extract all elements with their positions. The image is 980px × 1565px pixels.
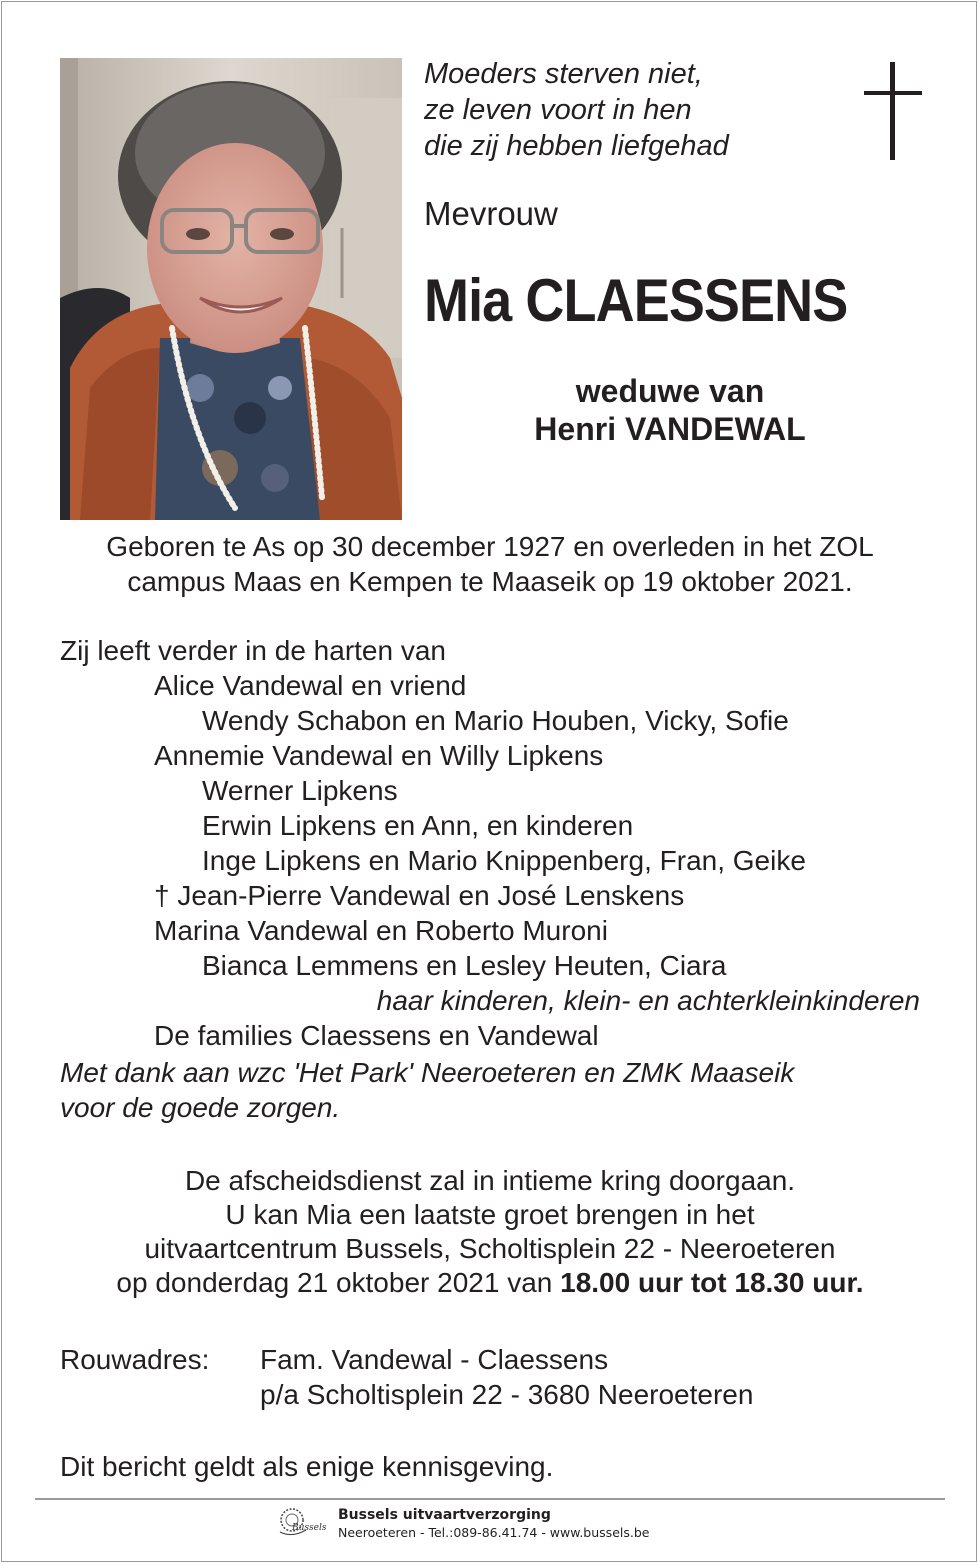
family-member: † Jean-Pierre Vandewal en José Lenskens (154, 880, 685, 911)
family-member: Marina Vandewal en Roberto Muroni (154, 915, 608, 946)
spouse-name: Henri VANDEWAL (534, 411, 806, 447)
birth-death-line: campus Maas en Kempen te Maaseik op 19 oktober 2021. (127, 566, 853, 597)
thanks-text (60, 1055, 940, 1125)
family-member: Wendy Schabon en Mario Houben, Vicky, Sofie (202, 705, 789, 736)
service-time-line (30, 1266, 950, 1300)
memorial-poem (424, 56, 844, 164)
address-line: p/a Scholtisplein 22 - 3680 Neeroeteren (260, 1379, 754, 1410)
bussels-logo-icon (276, 1506, 330, 1542)
portrait-photo (60, 58, 402, 520)
cross-icon (864, 62, 922, 160)
notice-text: Dit bericht geldt als enige kennisgeving. (60, 1451, 554, 1482)
poem-line: Moeders sterven niet, (424, 58, 703, 90)
family-list (60, 633, 940, 1053)
family-summary: haar kinderen, klein- en achterkleinkinderen (376, 985, 920, 1016)
family-member: Annemie Vandewal en Willy Lipkens (154, 740, 604, 771)
footer-info (338, 1507, 649, 1541)
widow-of-block (420, 372, 920, 448)
service-line: uitvaartcentrum Bussels, Scholtisplein 22 - Neeroeteren (144, 1233, 836, 1264)
thanks-line: voor de goede zorgen. (60, 1092, 341, 1123)
service-hours: 18.00 uur tot 18.30 uur. (560, 1267, 864, 1298)
family-member: De families Claessens en Vandewal (154, 1020, 599, 1051)
service-info (30, 1164, 950, 1300)
family-intro: Zij leeft verder in de harten van (60, 635, 446, 666)
address-line: Fam. Vandewal - Claessens (260, 1344, 609, 1375)
deceased-name: Mia CLAESSENS (424, 267, 848, 334)
address-lines (260, 1342, 753, 1412)
poem-line: die zij hebben liefgehad (424, 130, 729, 162)
company-contact: Neeroeteren - Tel.:089-86.41.74 - www.bussels.be (338, 1525, 650, 1540)
family-member: Werner Lipkens (202, 775, 398, 806)
service-date: op donderdag 21 oktober 2021 van (116, 1267, 561, 1298)
service-line: De afscheidsdienst zal in intieme kring doorgaan. (184, 1165, 796, 1196)
family-member: Erwin Lipkens en Ann, en kinderen (202, 810, 634, 841)
svg-text:Bussels: Bussels (292, 1523, 327, 1533)
company-name: Bussels uitvaartverzorging (338, 1507, 551, 1523)
service-line: U kan Mia een laatste groet brengen in het (225, 1199, 755, 1230)
birth-death-line: Geboren te As op 30 december 1927 en overleden in het ZOL (106, 531, 874, 562)
thanks-line: Met dank aan wzc 'Het Park' Neeroeteren en ZMK Maaseik (60, 1057, 795, 1088)
family-member: Inge Lipkens en Mario Knippenberg, Fran, Geike (202, 845, 806, 876)
birth-death-text (30, 529, 950, 599)
family-member: Alice Vandewal en vriend (154, 670, 467, 701)
family-member: Bianca Lemmens en Lesley Heuten, Ciara (202, 950, 727, 981)
honorific: Mevrouw (424, 195, 558, 232)
poem-line: ze leven voort in hen (424, 94, 692, 126)
footer-divider (35, 1498, 945, 1500)
address-label: Rouwadres: (60, 1344, 210, 1375)
widow-of-label: weduwe van (575, 373, 765, 409)
